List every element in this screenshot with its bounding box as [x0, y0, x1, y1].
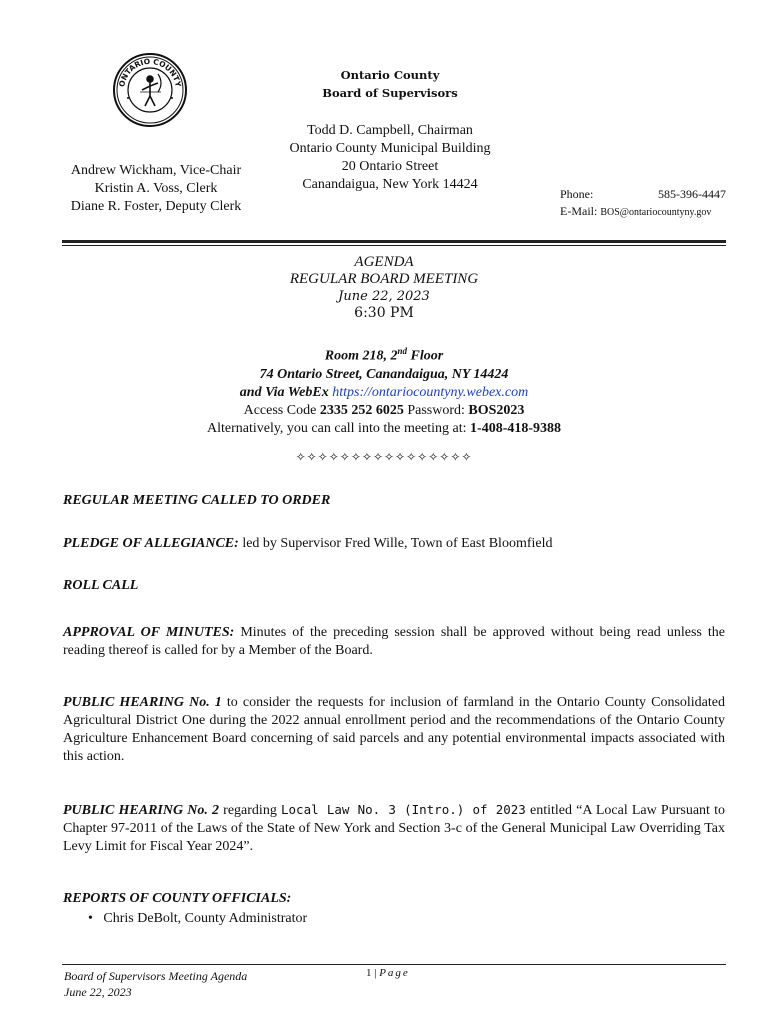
- meeting-date: June 22, 2023: [338, 289, 430, 304]
- roll-call: ROLL CALL: [63, 578, 139, 593]
- svg-text:ONTARIO COUNTY: ONTARIO COUNTY: [117, 56, 183, 88]
- footer-text: [64, 968, 247, 1000]
- email-label: E-Mail:: [560, 204, 598, 218]
- public-hearing-1: PUBLIC HEARING No. 1 to consider the requests for inclusion of farmland in the Ontario County Consolidated Agricultural District One during the 2022 annual enrollment period and the recommendations of the Ontario County Agriculture Enhancement Board concerning of said parcels and any potential environmental impacts associated with this action.: [63, 695, 725, 764]
- chairman-name: Todd D. Campbell, Chairman: [307, 123, 473, 138]
- ornamental-divider: ✧✧✧✧✧✧✧✧✧✧✧✧✧✧✧✧: [295, 450, 473, 464]
- access-line: Access Code 2335 252 6025 Password: BOS2023: [243, 402, 525, 418]
- email-address: BOS@ontariocountyny.gov: [600, 207, 712, 218]
- agenda-heading: [0, 254, 768, 322]
- header-rule-thin: [62, 245, 726, 246]
- street-line: 74 Ontario Street, Canandaigua, NY 14424: [259, 366, 509, 382]
- street-address: 20 Ontario Street: [341, 159, 439, 174]
- county-seal-logo: [112, 52, 188, 128]
- public-hearing-2: PUBLIC HEARING No. 2 regarding Local Law No. 3 (Intro.) of 2023 entitled “A Local Law Pursuant to Chapter 97-2011 of the Laws of the State of New York and Section 3-c of the General Municipal Law Overriding Tax Levy Limit for Fiscal Year 2024”.: [63, 802, 725, 854]
- footer-title: Board of Supervisors Meeting Agenda: [64, 969, 248, 983]
- contact-info: [560, 186, 726, 221]
- building-name: Ontario County Municipal Building: [289, 141, 491, 156]
- access-code: 2335 252 6025: [319, 402, 404, 418]
- officers-list: [56, 162, 256, 216]
- call-to-order: REGULAR MEETING CALLED TO ORDER: [63, 493, 331, 508]
- webex-link[interactable]: https://ontariocountyny.webex.com: [332, 384, 529, 400]
- phone-label: Phone:: [560, 187, 594, 201]
- reports-heading: REPORTS OF COUNTY OFFICIALS:: [63, 891, 292, 906]
- clerk: Kristin A. Voss, Clerk: [94, 181, 218, 196]
- phone-number: 585-396-4447: [658, 187, 726, 201]
- city-state-zip: Canandaigua, New York 14424: [302, 177, 478, 192]
- meeting-type: REGULAR BOARD MEETING: [289, 271, 479, 287]
- call-in-line: Alternatively, you can call into the meeting at: 1-408-418-9388: [206, 420, 562, 436]
- call-in-number: 1-408-418-9388: [470, 420, 562, 436]
- header-rule: [62, 240, 726, 243]
- list-item: • Chris DeBolt, County Administrator: [88, 911, 308, 926]
- vice-chair: Andrew Wickham, Vice-Chair: [70, 163, 242, 178]
- webex-line: and Via WebEx https://ontariocountyny.webex.com: [239, 384, 529, 400]
- footer-rule: [62, 964, 726, 965]
- password: BOS2023: [468, 402, 525, 418]
- page-number: 1 | Page: [366, 967, 410, 979]
- org-name: Ontario County: [340, 68, 440, 82]
- minutes-item: APPROVAL OF MINUTES: Minutes of the preceding session shall be approved without being read unless the reading thereof is called for by a Member of the Board.: [63, 625, 725, 658]
- bullet-icon: •: [88, 911, 93, 926]
- footer-date: June 22, 2023: [64, 985, 132, 999]
- address-block: [260, 122, 520, 194]
- pledge-item: PLEDGE OF ALLEGIANCE: led by Supervisor Fred Wille, Town of East Bloomfield: [63, 536, 553, 551]
- deputy-clerk: Diane R. Foster, Deputy Clerk: [70, 199, 242, 214]
- room-line: Room 218, 2nd Floor: [324, 346, 444, 364]
- board-name: Board of Supervisors: [322, 86, 458, 100]
- meeting-time: 6:30 PM: [354, 305, 414, 321]
- agenda-title: AGENDA: [354, 254, 414, 270]
- meeting-location: [0, 342, 768, 438]
